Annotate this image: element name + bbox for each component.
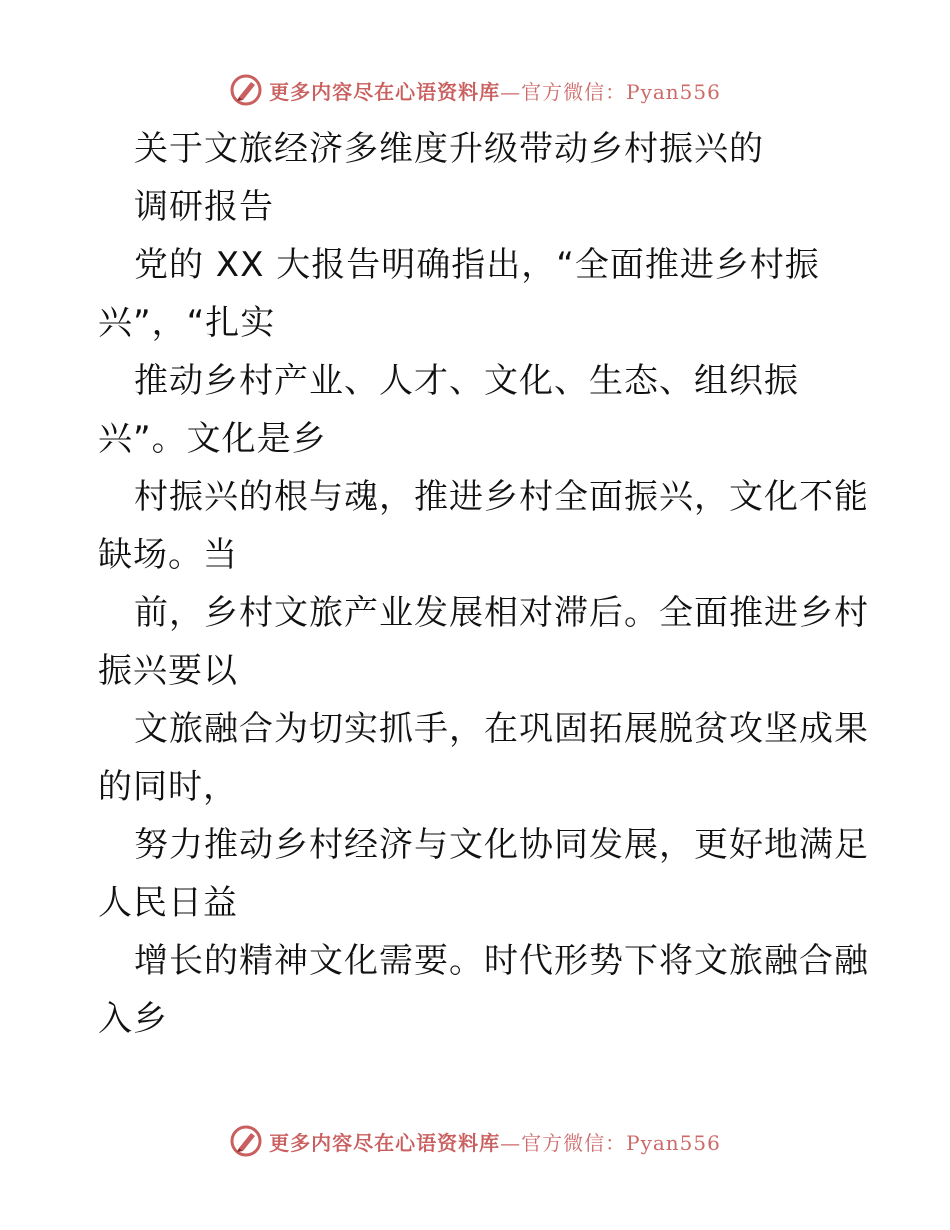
text-line: 推动乡村产业、人才、文化、生态、组织振 [134,361,799,401]
header-watermark [0,70,950,110]
header-watermark-text [269,76,721,105]
text-line: 兴”，“扎实 [98,303,276,343]
text-line: 村振兴的根与魂，推进乡村全面振兴，文化不能 [134,477,869,517]
document-body [98,120,869,1048]
text-line: 缺场。当 [98,535,238,575]
header-watermark-main: 更多内容尽在心语资料库 [269,79,501,104]
text-line: 增长的精神文化需要。时代形势下将文旅融合融 [134,941,869,981]
pen-logo-icon [229,73,263,107]
text-line: 关于文旅经济多维度升级带动乡村振兴的 [134,129,764,169]
text-line: 入乡 [98,999,168,1039]
text-line: 党的 XX 大报告明确指出，“全面推进乡村振 [134,245,820,285]
text-line: 振兴要以 [98,651,238,691]
footer-watermark [0,1121,950,1161]
text-line: 兴”。文化是乡 [98,419,327,459]
text-line: 前，乡村文旅产业发展相对滞后。全面推进乡村 [134,593,869,633]
pen-logo-icon [229,1124,263,1158]
text-line: 人民日益 [98,883,238,923]
text-line: 的同时， [98,767,238,807]
footer-watermark-contact: —官方微信：Pyan556 [500,1130,721,1155]
header-watermark-contact: —官方微信：Pyan556 [500,79,721,104]
text-line: 努力推动乡村经济与文化协同发展，更好地满足 [134,825,869,865]
footer-watermark-text [269,1127,721,1156]
text-line: 文旅融合为切实抓手，在巩固拓展脱贫攻坚成果 [134,709,869,749]
text-line: 调研报告 [134,187,274,227]
footer-watermark-main: 更多内容尽在心语资料库 [269,1130,501,1155]
